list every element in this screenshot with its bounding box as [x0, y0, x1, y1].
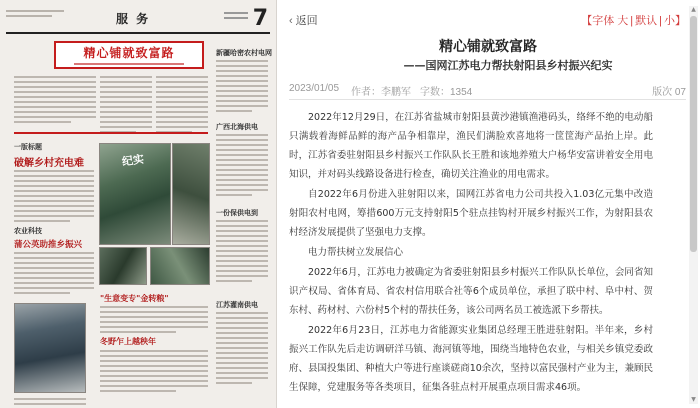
newspaper-masthead: [6, 6, 270, 34]
font-default-option[interactable]: 默认: [635, 15, 658, 27]
article-text-block: [14, 398, 86, 408]
chevron-left-icon: ‹: [289, 15, 293, 27]
headline[interactable]: 破解乡村充电难: [14, 158, 84, 169]
news-photo[interactable]: [172, 143, 210, 245]
article-paragraph: 2022年6月23日，江苏电力省能源实业集团总经理王胜进驻射阳。半年来，乡村振兴工作队先后走访调研洋马镇、海河镇等地，围绕当地特色农业，与相关乡镇党委政府、县国投集团、种植大户等进行座谈磋商10余次，坚持以富民强村产业为主，兼顾民生保障，党建服务等各类项目，征集各驻点村开展重点项目需求46项。: [289, 325, 653, 393]
headline-small[interactable]: 一份保供电到: [216, 209, 258, 217]
font-small-option[interactable]: 小: [664, 15, 675, 27]
article-text-block: [14, 252, 94, 297]
article-author: 作者：李鹏军: [351, 87, 411, 98]
scrollbar-thumb[interactable]: [690, 16, 697, 252]
headline-small[interactable]: 江苏灌南供电: [216, 301, 258, 309]
scroll-up-icon[interactable]: ▲: [691, 6, 696, 13]
news-photo[interactable]: [99, 247, 147, 285]
article-paragraph: 2022年12月29日，在江苏省盐城市射阳县黄沙港镇渔港码头，络绎不绝的电动船只满载着海鲜品鲜的海产品争相靠岸，渔民们满脸欢喜地将一筐筐海产品抬上岸。此时，江苏省委驻射阳县乡村振兴工作队队长王胜和该地养殖大户杨华安富讲着安全用电知识，并对码头线路设备进行检查，确切关注渔业的用电需求。: [289, 112, 653, 180]
article-subtitle: ——国网江苏电力帮扶射阳县乡村振兴纪实: [403, 59, 613, 72]
article-text-block: [100, 306, 208, 336]
lead-article-title: 精心铺就致富路: [83, 46, 175, 60]
headline[interactable]: 蒲公英助推乡振兴: [14, 240, 83, 250]
news-photo[interactable]: [14, 303, 86, 393]
font-control-label: 【字体: [581, 15, 615, 27]
newspaper-page-number: 7: [252, 6, 268, 31]
article-text-block: [156, 76, 208, 136]
photo-tag: 纪实: [121, 152, 145, 169]
article-meta-bar: [289, 80, 686, 100]
font-control-close: 】: [675, 15, 686, 27]
scroll-down-icon[interactable]: ▼: [691, 396, 696, 403]
newspaper-section-title: 服 务: [116, 12, 151, 26]
headline-small: 农业科技: [14, 227, 42, 235]
article-date: 2023/01/05: [289, 83, 340, 94]
article-text-block: [216, 220, 268, 285]
article-text-block: [216, 312, 268, 387]
headline-small: 一版标题: [14, 143, 42, 151]
article-paragraph: 2022年6月，江苏电力被确定为省委驻射阳县乡村振兴工作队队长单位，会同省知识产权局、省体育局、省农村信用联合社等6个成员单位，承担了联中村、阜中村、贺东村、药材村、六份村5个村的帮扶任务，该公司两名员工被选派下乡帮扶。: [289, 267, 653, 316]
article-word-count: 字数：1354: [420, 87, 473, 98]
article-text-block: [216, 60, 268, 115]
newspaper-page-thumbnail[interactable]: [0, 0, 277, 408]
article-body: [289, 108, 653, 398]
lead-article-box[interactable]: [54, 41, 204, 69]
article-text-block: [216, 134, 268, 199]
font-size-control: 【字体 大 | 默认 | 小】: [581, 15, 686, 27]
back-link[interactable]: [289, 12, 318, 28]
article-text-block: [14, 170, 94, 225]
font-large-option[interactable]: 大: [617, 15, 629, 27]
article-subheading: 电力帮扶树立发展信心: [308, 247, 404, 258]
article-page-edition: 版次 07: [652, 87, 686, 98]
article-text-block: [14, 76, 96, 126]
headline-small[interactable]: 广西北海供电: [216, 123, 258, 131]
news-photo[interactable]: [150, 247, 210, 285]
headline[interactable]: 冬野乍上越秧年: [100, 337, 156, 346]
vertical-scrollbar[interactable]: [689, 6, 698, 404]
headline-small[interactable]: 新疆哈密农村电网: [216, 49, 272, 57]
article-text-block: [100, 350, 208, 395]
news-photo[interactable]: [99, 143, 171, 245]
back-label: 返回: [295, 15, 318, 27]
article-paragraph: 自2022年6月份进入驻射阳以来，国网江苏省电力公司共投入1.03亿元集中改造射阳农村电网，筹措600万元支持射阳5个驻点挂钩村开展乡村振兴工作，为射阳县农村经济发展提供了坚强电力支撑。: [289, 189, 653, 238]
headline[interactable]: "生意变专"金转粮": [100, 294, 169, 303]
article-title: 精心铺就致富路: [439, 39, 537, 55]
article-text-block: [100, 76, 152, 136]
